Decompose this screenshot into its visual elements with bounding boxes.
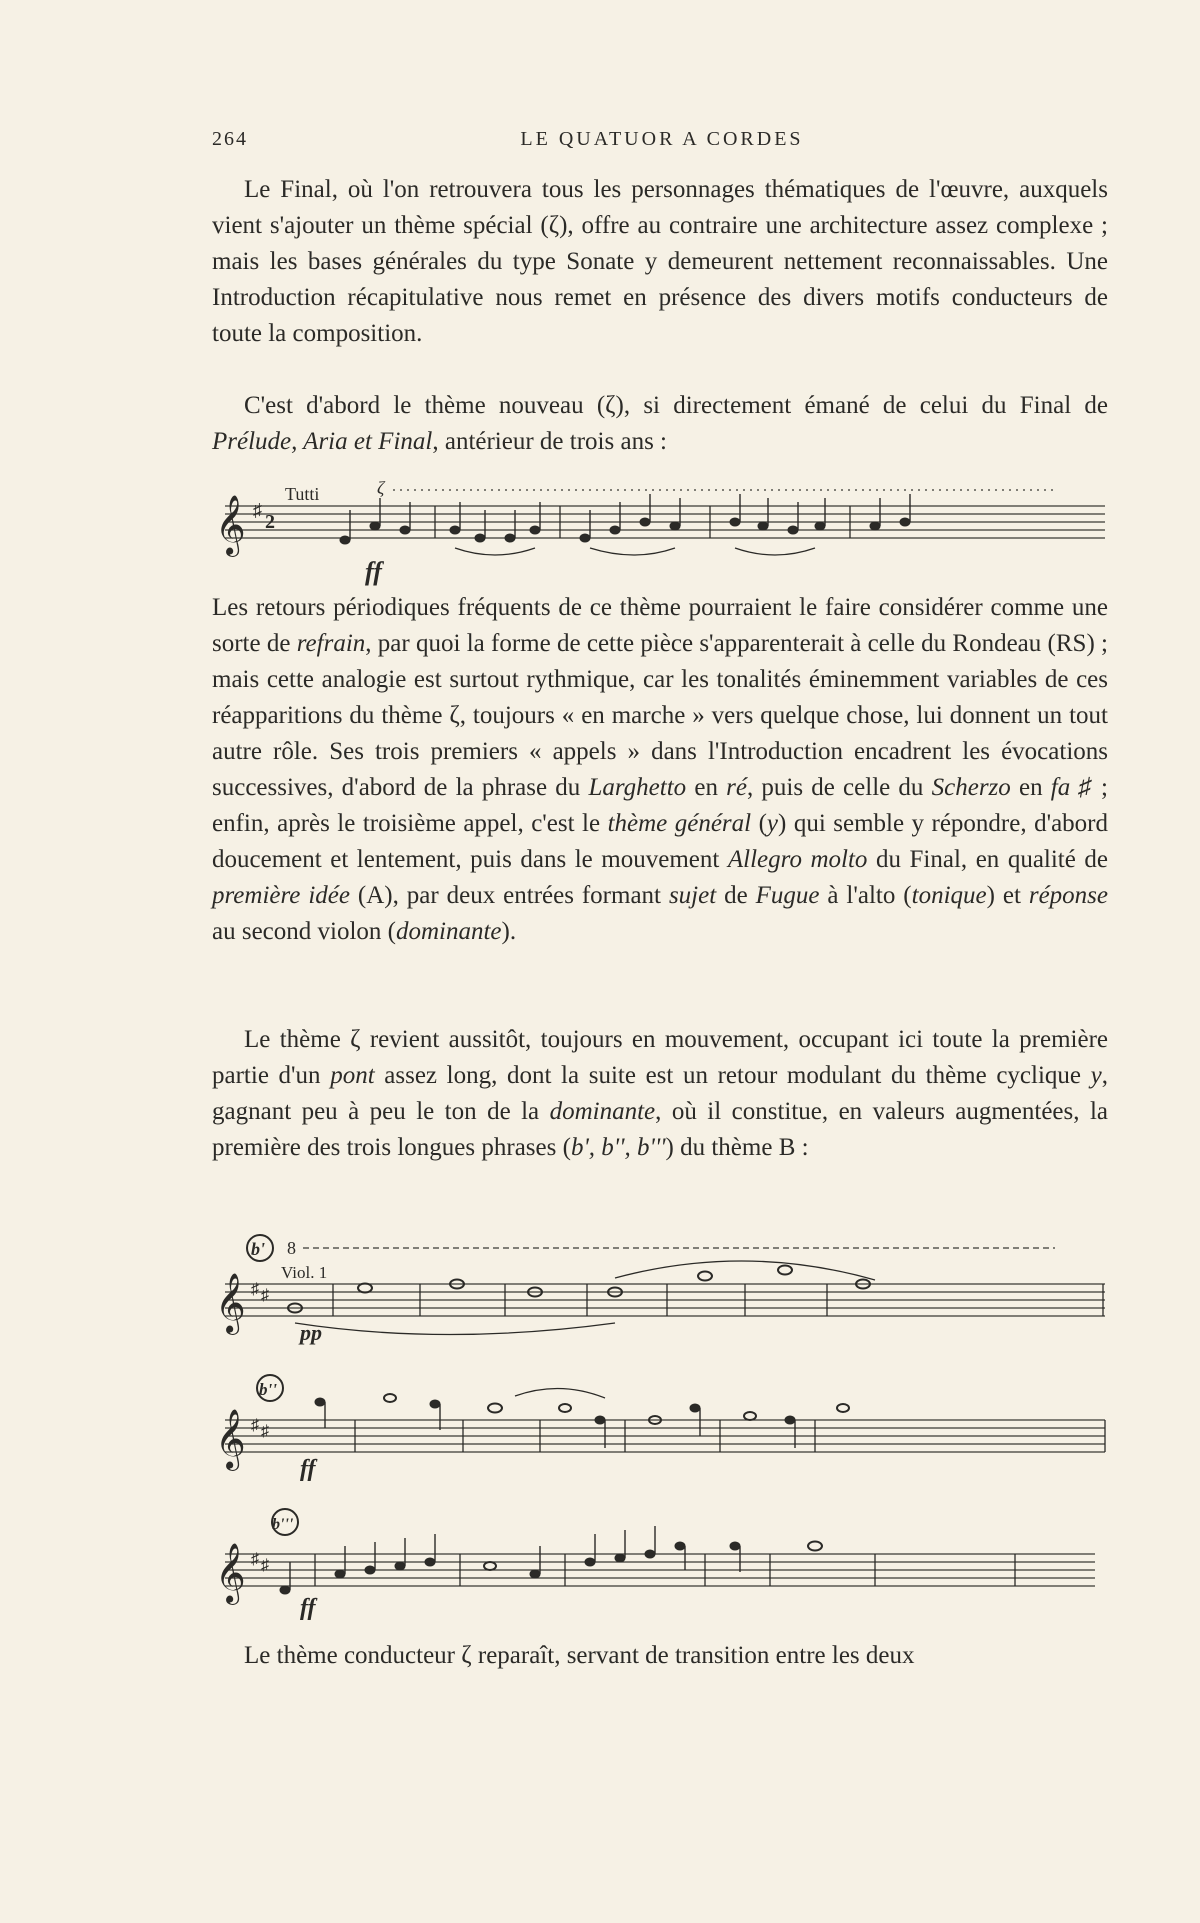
music-example-b1 [215, 1228, 1115, 1348]
svg-text:♯: ♯ [251, 1417, 259, 1434]
time-signature: 2 [265, 511, 275, 533]
music-example-b2 [215, 1368, 1115, 1483]
svg-text:♯: ♯ [261, 1557, 269, 1574]
body-paragraph-1: Le Final, où l'on retrouvera tous les personnages thématiques de l'œuvre, auxquels vient s'ajouter un thème spécial (ζ), offre au contraire une architecture assez complexe ; mais les bases générales du type Sonate y demeurent nettement reconnaissables. Une Introduction récapitulative nous remet en présence des divers motifs conducteurs de toute la composition. [212, 176, 1108, 347]
running-header [212, 128, 1112, 154]
dynamic-ff: ff [300, 1595, 316, 1621]
notes-b2 [315, 1394, 1105, 1452]
treble-clef-icon: 𝄞 [215, 495, 246, 555]
octave-mark: 8 [287, 1238, 296, 1258]
svg-text:♯: ♯ [261, 1423, 269, 1440]
marker-b3: b''' [272, 1516, 294, 1533]
dynamic-ff: ff [365, 557, 382, 586]
sharp-icon: ♯ [251, 1281, 259, 1298]
sharp-icon-2: ♯ [261, 1287, 269, 1304]
notes-zeta [340, 494, 910, 544]
tutti-label: Tutti [285, 484, 320, 504]
zeta-marker: ζ [377, 478, 385, 498]
running-title: LE QUATUOR A CORDES [520, 128, 804, 150]
viol-label: Viol. 1 [281, 1263, 328, 1282]
treble-clef-icon: 𝄞 [215, 1273, 246, 1333]
music-example-zeta [215, 470, 1115, 600]
body-paragraph-5: Le thème conducteur ζ reparaît, servant de transition entre les deux [244, 1642, 915, 1669]
staff-lines [225, 506, 1105, 538]
dynamic-ff: ff [300, 1456, 316, 1482]
dynamic-pp: pp [300, 1320, 322, 1345]
page-number: 264 [212, 128, 248, 150]
notes-b3 [280, 1526, 1015, 1594]
body-paragraph-2: C'est d'abord le thème nouveau (ζ), si directement émané de celui du Final de Prélude, Aria et Final, antérieur de trois ans : [212, 392, 1108, 455]
body-paragraph-3: Les retours périodiques fréquents de ce thème pourraient le faire considérer comme une sorte de refrain, par quoi la forme de cette pièce s'apparenterait à celle du Rondeau (RS) ; mais cette analogie est surtout rythmique, car les tonalités éminemment variables de ces réapparitions du thème ζ, toujours « en marche » vers quelque chose, lui donnent un tout autre rôle. Ses trois premiers « appels » dans l'Introduction encadrent les évocations successives, d'abord de la phrase du Larghetto en ré, puis de celle du Scherzo en fa ♯ ; enfin, après le troisième appel, c'est le thème général (y) qui semble y répondre, d'abord doucement et lentement, puis dans le mouvement Allegro molto du Final, en qualité de première idée (A), par deux entrées formant sujet de Fugue à l'alto (tonique) et réponse au second violon (dominante). [212, 594, 1109, 945]
work-title: Prélude, Aria et Final [212, 428, 433, 455]
body-paragraph-4: Le thème ζ revient aussitôt, toujours en mouvement, occupant ici toute la première partie d'un pont assez long, dont la suite est un retour modulant du thème cyclique y, gagnant peu à peu le ton de la dominante, où il constitue, en valeurs augmentées, la première des trois longues phrases (b', b'', b''') du thème B : [212, 1026, 1109, 1161]
svg-text:♯: ♯ [251, 1551, 259, 1568]
treble-clef-icon: 𝄞 [215, 1409, 246, 1469]
sharp-icon: ♯ [253, 500, 262, 520]
marker-b1: b' [251, 1239, 266, 1259]
music-example-b3 [215, 1500, 1115, 1625]
marker-b2: b'' [259, 1380, 277, 1399]
treble-clef-icon: 𝄞 [215, 1543, 246, 1603]
